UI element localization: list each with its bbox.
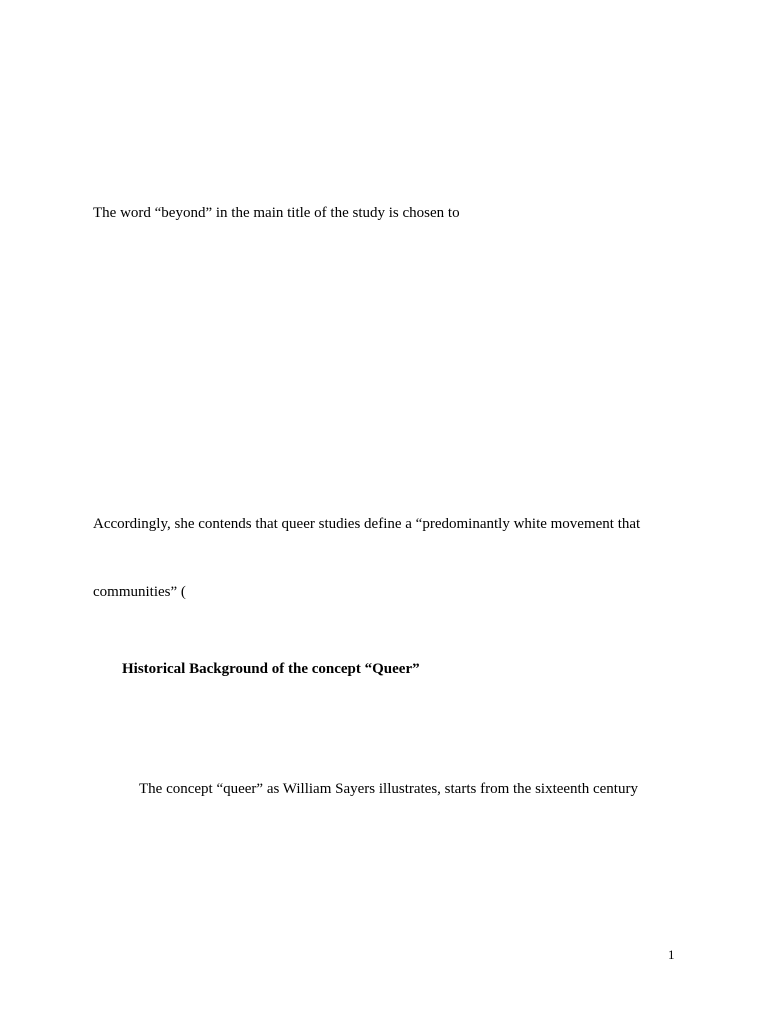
section-heading: Historical Background of the concept “Queer” bbox=[122, 661, 420, 677]
page-number: 1 bbox=[668, 947, 675, 962]
body-text-line: The word “beyond” in the main title of the study is chosen to bbox=[93, 205, 460, 221]
body-text-line: Accordingly, she contends that queer studies define a “predominantly white movement that bbox=[93, 516, 641, 532]
body-text-line: communities” ( bbox=[93, 584, 186, 600]
body-text-line: The concept “queer” as William Sayers illustrates, starts from the sixteenth century bbox=[139, 781, 638, 797]
